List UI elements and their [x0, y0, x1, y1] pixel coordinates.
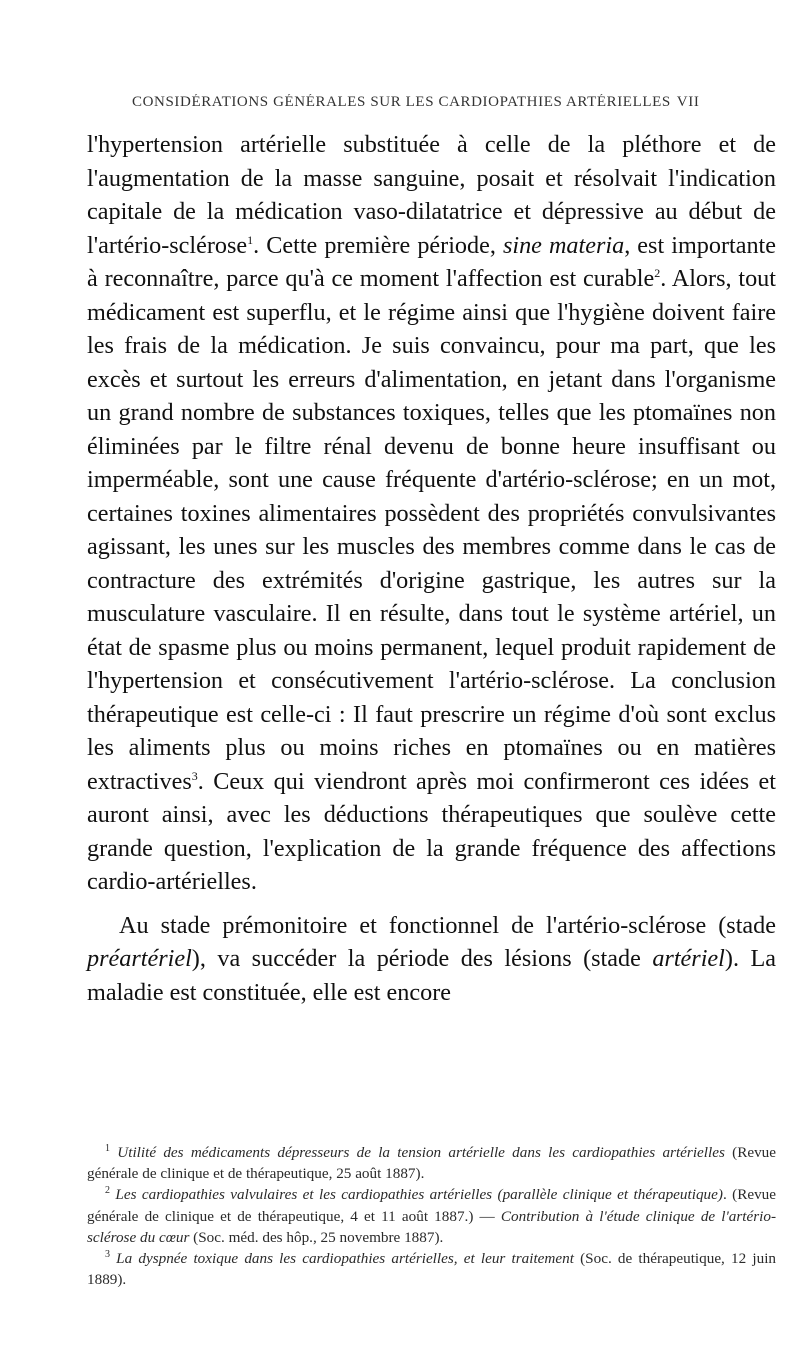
- footnote-ref-3: 3: [191, 768, 198, 783]
- footnote-3: [87, 1248, 776, 1290]
- footnote-source: (Revue générale de clinique et de thérapeutique, 25 août 1887).: [87, 1144, 777, 1183]
- paragraph-2-part-b: ), va succéder la période des lésions (stade: [191, 945, 653, 972]
- footnote-source: (Soc. de thérapeutique, 12 juin 1889).: [87, 1250, 777, 1289]
- footnote-source-2: (Soc. méd. des hôp., 25 novembre 1887).: [189, 1228, 444, 1246]
- paragraph-1-sentence-2a: . Cette première période,: [253, 231, 503, 259]
- main-text: [87, 128, 776, 1009]
- sine-materia-italic: sine materia: [502, 231, 625, 259]
- paragraph-2-part-c: ). La maladie est constituée, elle est encore: [87, 945, 776, 1006]
- footnote-marker: 1: [105, 1142, 110, 1154]
- paragraph-1-sentence-2b: , est importante à reconnaître, parce qu'à ce moment l'affection est curable: [87, 231, 777, 292]
- footnote-marker: 3: [105, 1248, 110, 1260]
- footnote-ref-2: 2: [654, 265, 661, 280]
- footnote-marker: 2: [105, 1185, 110, 1197]
- paragraph-1: [87, 128, 776, 899]
- arteriel-italic: artériel: [652, 945, 725, 972]
- paragraph-1-sentence-1: l'hypertension artérielle substituée à celle de la pléthore et de l'augmentation de la masse sanguine, posait et résolvait l'indication capitale de la médication vaso-dilatatrice et dépressive au début de l'artério-sclérose: [87, 131, 776, 259]
- footnote-source: . (Revue générale de clinique et de thérapeutique, 4 et 11 août 1887.) —: [87, 1186, 777, 1225]
- running-header: [132, 94, 794, 111]
- paragraph-1-sentence-4: . Ceux qui viendront après moi confirmeront ces idées et auront ainsi, avec les déductions thérapeutiques que soulève cette grande question, l'explication de la grande fréquence des affections cardio-artérielles.: [87, 767, 776, 895]
- prearteriel-italic: préartériel: [87, 945, 192, 972]
- footnotes: [87, 1142, 776, 1290]
- footnote-1: [87, 1142, 776, 1184]
- footnote-title-2: Contribution à l'étude clinique de l'artério-sclérose du cœur: [87, 1207, 777, 1246]
- paragraph-1-sentence-3: . Alors, tout médicament est superflu, et le régime ainsi que l'hygiène doivent faire les frais de la médication. Je suis convaincu, pour ma part, que les excès et surtout les erreurs d'alimentation, en jetant dans l'organisme un grand nombre de substances toxiques, telles que les ptomaïnes non éliminées par le filtre rénal devenu de bonne heure insuffisant ou imperméable, sont une cause fréquente d'artério-sclérose; en un mot, certaines toxines alimentaires possèdent des propriétés convulsivantes agissant, les unes sur les muscles des membres comme dans le cas de contracture des extrémités d'origine gastrique, les autres sur la musculature vasculaire. Il en résulte, dans tout le système artériel, un état de spasme plus ou moins permanent, lequel produit rapidement de l'hypertension et consécutivement l'artério-sclérose. La conclusion thérapeutique est celle-ci : Il faut prescrire un régime d'où sont exclus les aliments plus ou moins riches en ptomaïnes ou en matières extractives: [87, 265, 776, 795]
- footnote-title: Utilité des médicaments dépresseurs de la tension artérielle dans les cardiopathies artérielles: [117, 1144, 725, 1161]
- footnote-title: Les cardiopathies valvulaires et les cardiopathies artérielles (parallèle clinique et thérapeutique): [115, 1186, 723, 1204]
- running-header-title: CONSIDÉRATIONS GÉNÉRALES SUR LES CARDIOPATHIES ARTÉRIELLES: [132, 94, 671, 110]
- paragraph-2-part-a: Au stade prémonitoire et fonctionnel de l'artério-sclérose (stade: [119, 911, 776, 939]
- footnote-ref-1: 1: [247, 232, 254, 247]
- paragraph-2: [87, 909, 776, 1010]
- footnote-2: [87, 1184, 776, 1248]
- footnote-title: La dyspnée toxique dans les cardiopathies artérielles, et leur traitement: [116, 1250, 574, 1268]
- page-number: VII: [676, 94, 700, 110]
